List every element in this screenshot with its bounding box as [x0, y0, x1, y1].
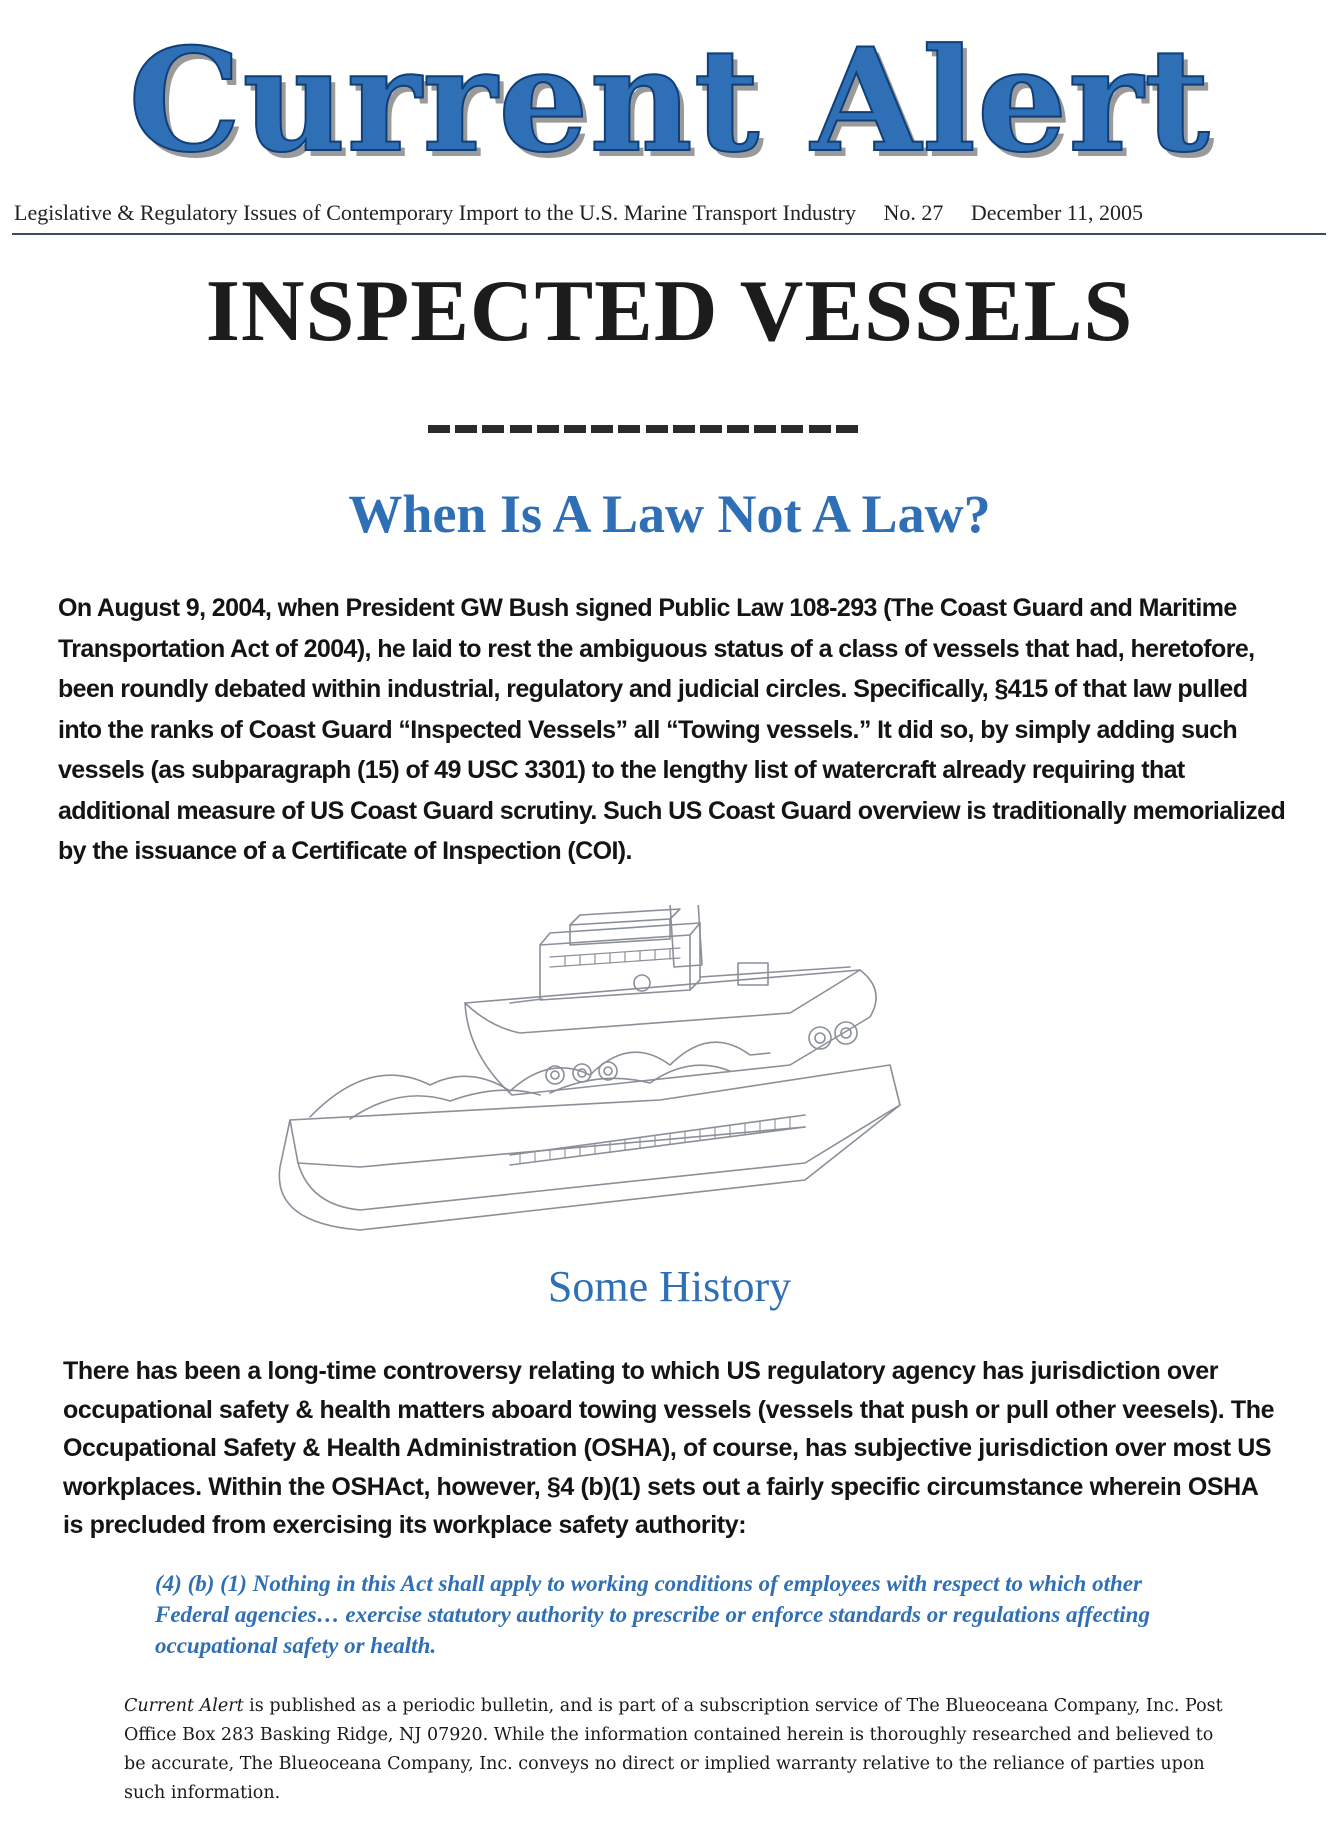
- headline: INSPECTED VESSELS: [205, 263, 1134, 360]
- footer-text: is published as a periodic bulletin, and is part of a subscription service of The Blueoceana Company, Inc. Post Office Box 283 Basking Ridge, NJ 07920. While the information contained herein is thoroughly researched and believed to be accurate, The Blueoceana Company, Inc. conveys no direct or implied warranty relative to the reliance of parties upon such information.: [124, 1696, 1223, 1803]
- dashed-divider: [428, 425, 858, 433]
- quoted-statute: (4) (b) (1) Nothing in this Act shall apply to working conditions of employees with respect to which other Federal agencies… exercise statutory authority to prescribe or enforce standards or regulations affecting occupational safety or health.: [155, 1571, 1150, 1658]
- footer-disclaimer: [124, 1692, 1234, 1808]
- question-heading: When Is A Law Not A Law?: [348, 484, 991, 544]
- issue-date: December 11, 2005: [970, 200, 1143, 225]
- history-paragraph: There has been a long-time controversy relating to which US regulatory agency has jurisdiction over occupational safety & health matters aboard towing vessels (vessels that push or pull other veesels). The Occupational Safety & Health Administration (OSHA), of course, has subjective jurisdiction over most US workplaces. Within the OSHAct, however, §4 (b)(1) sets out a fairly specific circumstance wherein OSHA is precluded from exercising its workplace safety authority:: [63, 1357, 1275, 1539]
- masthead-tagline: Legislative & Regulatory Issues of Contemporary Import to the U.S. Marine Transport Industry: [14, 200, 856, 225]
- section-heading: Some History: [547, 1262, 792, 1311]
- tug-and-barge-icon: [250, 905, 980, 1235]
- masthead-rule: [12, 233, 1326, 235]
- footer-publication-name: Current Alert: [124, 1696, 244, 1716]
- issue-number: No. 27: [883, 200, 944, 225]
- masthead-title: Current Alert: [128, 18, 1211, 184]
- intro-paragraph: On August 9, 2004, when President GW Bush signed Public Law 108-293 (The Coast Guard and Maritime Transportation Act of 2004), he laid to rest the ambiguous status of a class of vessels that had, heretofore, been roundly debated within industrial, regulatory and judicial circles. Specifically, §415 of that law pulled into the ranks of Coast Guard “Inspected Vessels” all “Towing vessels.” It did so, by simply adding such vessels (as subparagraph (15) of 49 USC 3301) to the lengthy list of watercraft already requiring that additional measure of US Coast Guard scrutiny. Such US Coast Guard overview is traditionally memorialized by the issuance of a Certificate of Inspection (COI).: [58, 594, 1286, 865]
- masthead-subline: [14, 200, 1165, 226]
